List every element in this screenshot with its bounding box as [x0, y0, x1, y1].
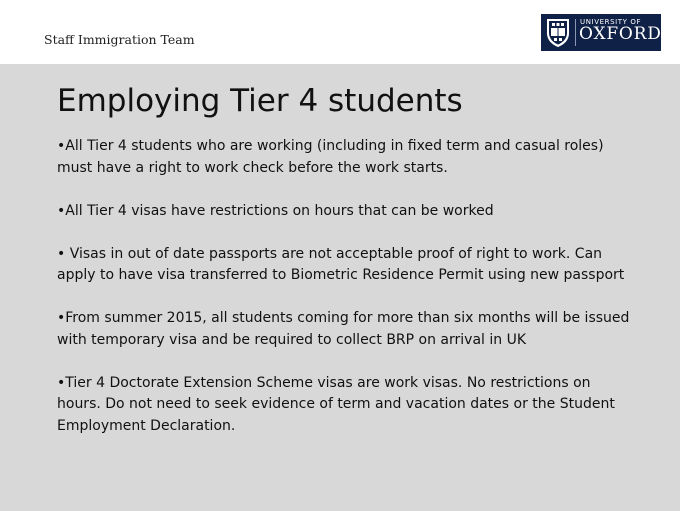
bullet-item: •All Tier 4 visas have restrictions on hours that can be worked: [57, 202, 494, 219]
bullet-item: • Visas in out of date passports are not acceptable proof of right to work. Can apply to have visa transferred to Biometric Residence Permit using new passport: [57, 245, 625, 283]
slide-header: [0, 0, 680, 64]
logo-university-of: UNIVERSITY OF: [580, 18, 642, 26]
bullet-item: •Tier 4 Doctorate Extension Scheme visas are work visas. No restrictions on hours. Do not need to seek evidence of term and vacation dates or the Student Employment Declaration.: [57, 374, 615, 434]
team-name: Staff Immigration Team: [44, 32, 195, 47]
logo-oxford: OXFORD: [579, 24, 662, 44]
bullet-list: [57, 136, 637, 459]
university-logo: [541, 14, 661, 51]
logo-divider: [575, 19, 576, 46]
bullet-item: •From summer 2015, all students coming for more than six months will be issued with temporary visa and be required to collect BRP on arrival in UK: [57, 310, 630, 348]
bullet-item: •All Tier 4 students who are working (including in fixed term and casual roles) must have a right to work check before the work starts.: [57, 138, 604, 176]
university-crest-icon: [544, 17, 572, 48]
page-title: Employing Tier 4 students: [57, 83, 463, 119]
